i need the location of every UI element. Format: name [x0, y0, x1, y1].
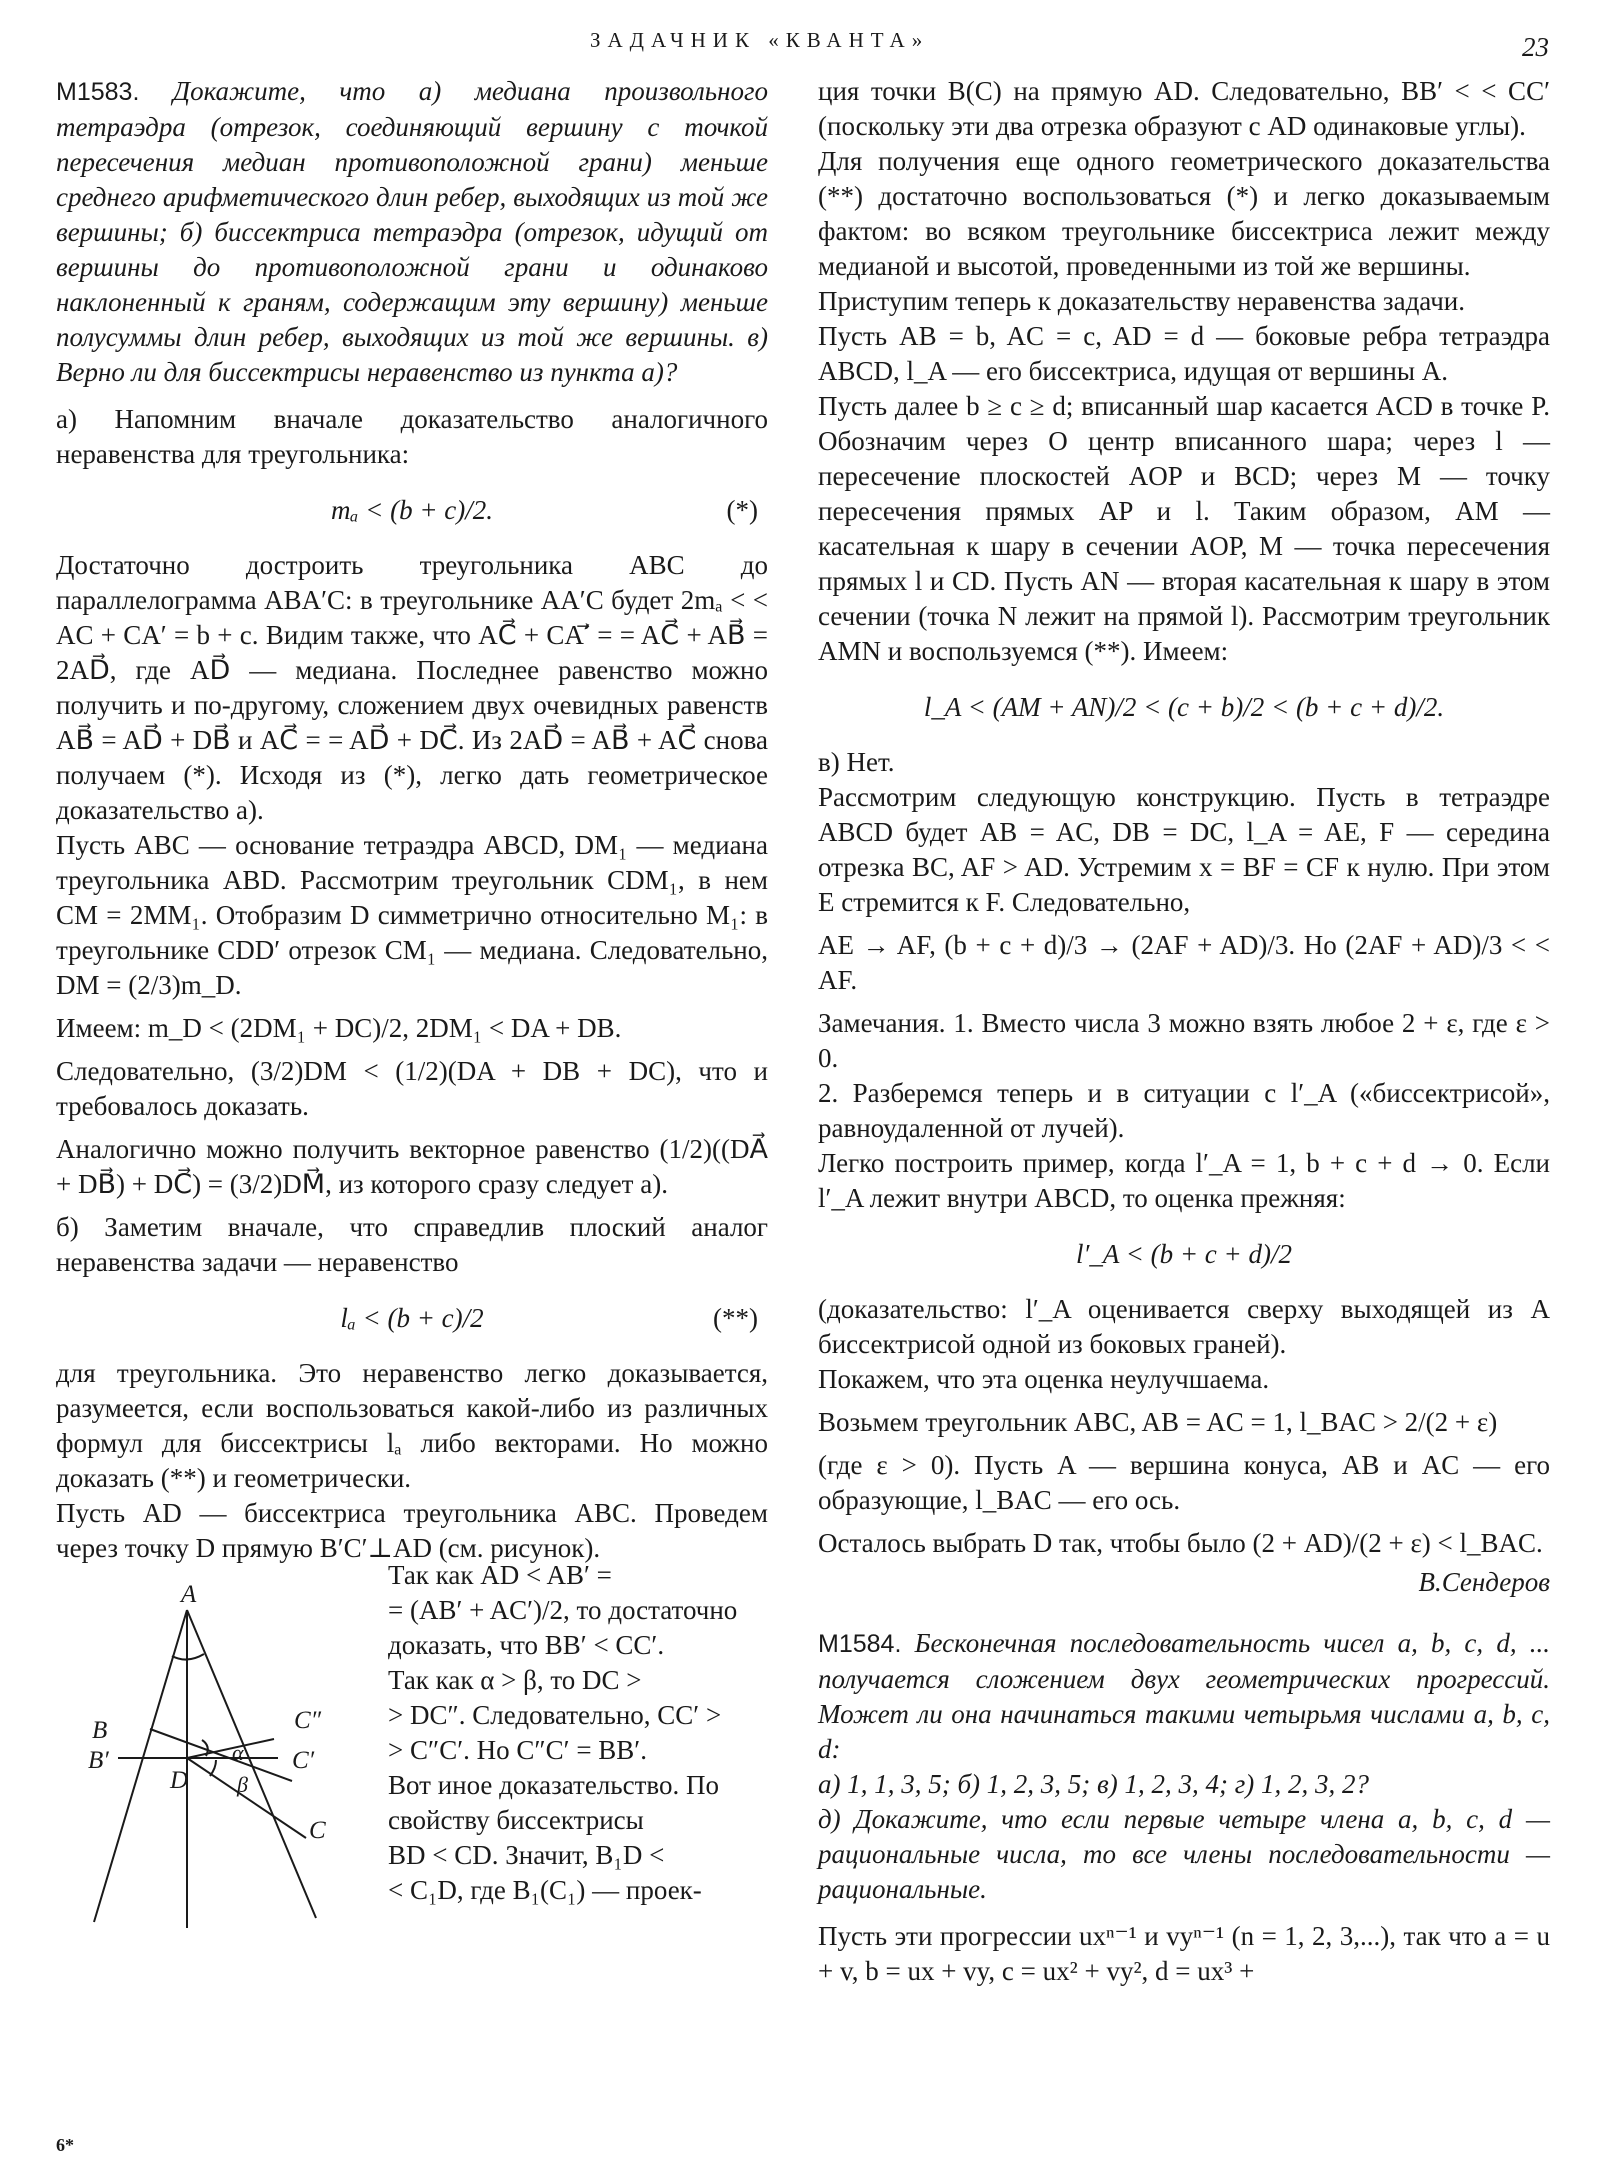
label-alpha: α: [232, 1740, 244, 1765]
paragraph: 2. Разберемся теперь и в ситуации с l′_A («биссектрисой», равноудаленной от лучей).: [818, 1078, 1550, 1143]
paragraph: б) Заметим вначале, что справедлив плоский аналог неравенства задачи — неравенство: [56, 1212, 768, 1277]
right-column: [818, 74, 1550, 1989]
figure-text-line: Так как α > β, то DC >: [388, 1665, 642, 1695]
paragraph: в) Нет.: [818, 747, 895, 777]
problem-part: д) Докажите, что если первые четыре члена a, b, c, d — рациональные числа, то все члены последовательности — рациональные.: [818, 1804, 1550, 1904]
figure-side-text: [388, 1558, 768, 1908]
running-title: ЗАДАЧНИК «КВАНТА»: [590, 28, 930, 52]
paragraph: Пусть AD — биссектриса треугольника ABC. Проведем через точку D прямую B′C′⊥AD (см. рисунок).: [56, 1498, 768, 1563]
formula-text: mₐ < (b + c)/2.: [330, 495, 494, 525]
problem-items: а) 1, 1, 3, 5; б) 1, 2, 3, 5; в) 1, 2, 3, 4; г) 1, 2, 3, 2?: [818, 1769, 1370, 1799]
problem-m1584: [818, 1626, 1550, 1767]
dc-line: [187, 1758, 306, 1838]
paragraph: Замечания. 1. Вместо числа 3 можно взять любое 2 + ε, где ε > 0.: [818, 1008, 1550, 1073]
paragraph: Пусть AB = b, AC = c, AD = d — боковые ребра тетраэдра ABCD, l_A — его биссектриса, идущая от вершины A.: [818, 321, 1550, 386]
problem-label: М1583.: [56, 78, 140, 106]
formula-text: l′_A < (b + c + d)/2: [1075, 1239, 1293, 1269]
figure-text-line: > C″C′. Но C″C′ = BB′.: [388, 1735, 647, 1765]
paragraph: Аналогично можно получить векторное равенство (1/2)((DA⃗ + DB⃗) + DC⃗) = (3/2)DM⃗, из которого сразу следует а).: [56, 1134, 768, 1199]
formula-tag: (*): [726, 495, 758, 525]
figure-text-line: = (AB′ + AC′)/2, то достаточно: [388, 1595, 738, 1625]
footer-mark: 6*: [56, 2135, 74, 2155]
figure-text-line: BD < CD. Значит, B₁D <: [388, 1840, 665, 1870]
figure-text-line: доказать, что BB′ < CC′.: [388, 1630, 665, 1660]
bisector-figure: [56, 1566, 386, 1956]
paragraph: Пусть ABC — основание тетраэдра ABCD, DM₁ — медиана треугольника ABD. Рассмотрим треугольник CDM₁, в нем CM = 2MM₁. Отобразим D симметрично относительно M₁: в треугольнике CDD′ отрезок CM₁ — медиана. Следовательно, DM = (2/3)m_D.: [56, 830, 768, 1000]
paragraph: Достаточно достроить треугольника ABC до параллелограмма ABA′C: в треугольнике AA′C будет 2mₐ < < AC + CA′ = b + c. Видим также, что AC⃗ + CA′⃗ = = AC⃗ + AB⃗ = 2AD⃗, где AD⃗ — медиана. Последнее равенство можно получить и по-другому, сложением двух очевидных равенств AB⃗ = AD⃗ + DB⃗ и AC⃗ = = AD⃗ + DC⃗. Из 2AD⃗ = AB⃗ + AC⃗ снова получаем (*). Исходя из (*), легко дать геометрическое доказательство а).: [56, 550, 768, 825]
paragraph: Осталось выбрать D так, чтобы было (2 + AD)/(2 + ε) < l_BAC.: [818, 1528, 1543, 1558]
formula-tag: (**): [713, 1303, 758, 1333]
figure-text-line: Так как AD < AB′ =: [388, 1560, 612, 1590]
paragraph: Пусть далее b ≥ c ≥ d; вписанный шар касается ACD в точке P. Обозначим через O центр вписанного шара; через l — пересечение плоскостей AOP и BCD; через M — точку пересечения прямых AP и l. Таким образом, AM — касательная к шару в сечении AOP, M — точка пересечения прямых l и CD. Пусть AN — вторая касательная к шару в этом сечении (точка N лежит на прямой l). Рассмотрим треугольник AMN и воспользуемся (**). Имеем:: [818, 391, 1550, 666]
page-number: 23: [1522, 32, 1549, 62]
paragraph: Рассмотрим следующую конструкцию. Пусть в тетраэдре ABCD будет AB = AC, DB = DC, l_A = AE, F — середина отрезка BC, AF > AD. Устремим x = BF = CF к нулю. При этом E стремится к F. Следовательно,: [818, 782, 1550, 917]
formula-star: [56, 482, 768, 538]
label-a: A: [181, 1581, 197, 1608]
dc-dprime-line: [187, 1739, 274, 1758]
paragraph: для треугольника. Это неравенство легко доказывается, разумеется, если воспользоваться какой-либо из различных формул для биссектрисы lₐ либо векторами. Но можно доказать (**) и геометрически.: [56, 1358, 768, 1493]
label-d: D: [170, 1767, 189, 1794]
figure-row: [56, 1560, 768, 1956]
formula-la: [818, 679, 1550, 735]
paragraph: Возьмем треугольник ABC, AB = AC = 1, l_BAC > 2/(2 + ε): [818, 1407, 1498, 1437]
paragraph: Пусть эти прогрессии uxⁿ⁻¹ и vyⁿ⁻¹ (n = 1, 2, 3,...), так что a = u + v, b = ux + vy, c = ux² + vy², d = ux³ +: [818, 1921, 1550, 1986]
formula-double-star: [56, 1290, 768, 1346]
label-beta: β: [237, 1772, 248, 1797]
paragraph: Приступим теперь к доказательству неравенства задачи.: [818, 286, 1465, 316]
paragraph: AE → AF, (b + c + d)/3 → (2AF + AD)/3. Но (2AF + AD)/3 < < AF.: [818, 930, 1550, 995]
problem-statement: Докажите, что а) медиана произвольного тетраэдра (отрезок, соединяющий вершину с точкой пересечения медиан противоположной грани) меньше среднего арифметического длин ребер, выходящих из той же вершины; б) биссектриса тетраэдра (отрезок, идущий от вершины до противоположной грани и одинаково наклоненный к граням, содержащим эту вершину) меньше полусуммы длин ребер, выходящих из той же вершины. в) Верно ли для биссектрисы неравенство из пункта а)?: [56, 76, 769, 387]
paragraph: (где ε > 0). Пусть A — вершина конуса, AB и AC — его образующие, l_BAC — его ось.: [818, 1450, 1550, 1515]
page-header: [0, 22, 1600, 62]
figure-text-line: > DC″. Следовательно, CC′ >: [388, 1700, 722, 1730]
author-signature: В.Сендеров: [1418, 1567, 1550, 1597]
formula-text: lₐ < (b + c)/2: [340, 1303, 484, 1333]
label-b: B: [92, 1717, 108, 1744]
formula-la-prime: [818, 1226, 1550, 1282]
paragraph: а) Напомним вначале доказательство аналогичного неравенства для треугольника:: [56, 404, 768, 469]
angle-arc: [210, 1760, 216, 1776]
formula-text: l_A < (AM + AN)/2 < (c + b)/2 < (b + c + d)/2.: [923, 692, 1445, 722]
problem-label: М1584.: [818, 1630, 902, 1658]
paragraph: Для получения еще одного геометрического доказательства (**) достаточно воспользоваться (*) и легко доказываемым фактом: во всяком треугольнике биссектриса лежит между медианой и высотой, проведенными из той же вершины.: [818, 146, 1550, 281]
figure-text-line: < C₁D, где B₁(C₁) — проек-: [388, 1875, 702, 1905]
label-c-double-prime: C″: [294, 1707, 322, 1734]
label-b-prime: B′: [88, 1747, 109, 1774]
paragraph: Следовательно, (3/2)DM < (1/2)(DA + DB + DC), что и требовалось доказать.: [56, 1056, 768, 1121]
paragraph: (доказательство: l′_A оценивается сверху выходящей из A биссектрисой одной из боковых граней).: [818, 1294, 1550, 1359]
problem-m1583: [56, 74, 768, 390]
paragraph: Легко построить пример, когда l′_A = 1, b + c + d → 0. Если l′_A лежит внутри ABCD, то оценка прежняя:: [818, 1148, 1550, 1213]
paragraph: Имеем: m_D < (2DM₁ + DC)/2, 2DM₁ < DA + DB.: [56, 1013, 622, 1043]
label-c: C: [309, 1817, 326, 1844]
paragraph: ция точки B(C) на прямую AD. Следовательно, BB′ < < CC′ (поскольку эти два отрезка образуют с AD одинаковые углы).: [818, 76, 1550, 141]
figure-text-line: свойству биссектрисы: [388, 1805, 644, 1835]
label-c-prime: C′: [292, 1747, 315, 1774]
left-column: [56, 74, 768, 1956]
paragraph: Покажем, что эта оценка неулучшаема.: [818, 1364, 1270, 1394]
figure-text-line: Вот иное доказательство. По: [388, 1770, 719, 1800]
problem-statement: Бесконечная последовательность чисел a, b, c, d, ... получается сложением двух геометрических прогрессий. Может ли она начинаться такими четырьмя числами a, b, c, d:: [818, 1628, 1550, 1764]
